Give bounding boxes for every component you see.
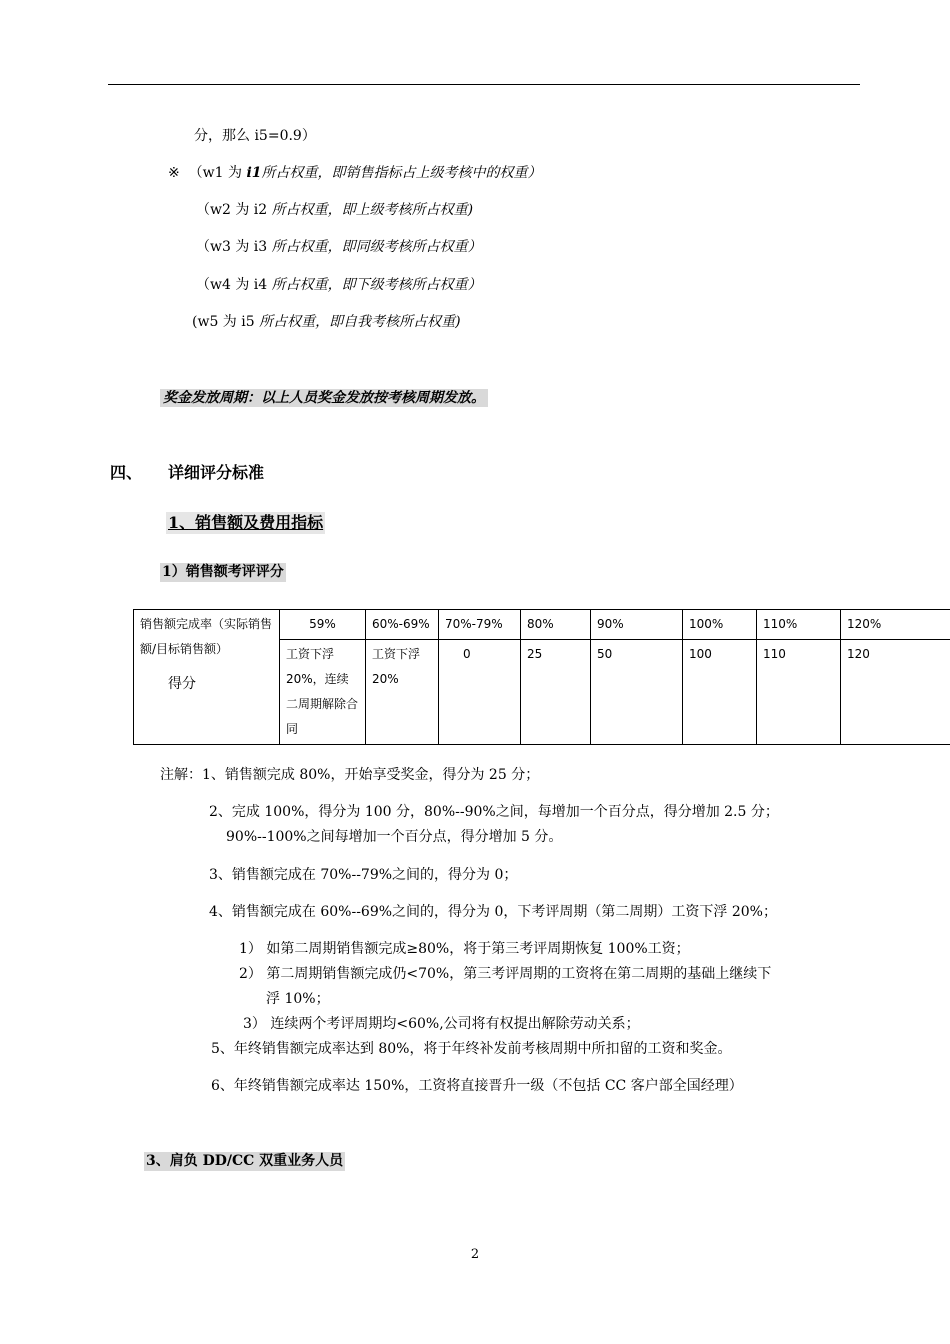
table-header-row bbox=[134, 610, 950, 640]
weight-line-w5 bbox=[192, 313, 461, 331]
score-cell: 工资下浮20% bbox=[366, 640, 439, 745]
w5-suffix: 所占权重，即自我考核所占权重) bbox=[259, 314, 461, 330]
weight-line-w2 bbox=[196, 201, 473, 219]
bonus-period-note: 奖金发放周期：以上人员奖金发放按考核周期发放。 bbox=[160, 389, 488, 407]
note-5: 5、年终销售额完成率达到 80%，将于年终补发前考核周期中所扣留的工资和奖金。 bbox=[211, 1041, 732, 1057]
sub-note-2-continued: 浮 10%； bbox=[266, 991, 330, 1007]
sub-note-1: 1） 如第二周期销售额完成≥80%，将于第三考评周期恢复 100%工资； bbox=[239, 941, 690, 957]
score-cell: 0 bbox=[439, 640, 521, 745]
section-title: 详细评分标准 bbox=[168, 463, 265, 482]
column-header: 100% bbox=[683, 610, 757, 640]
score-cell: 50 bbox=[591, 640, 683, 745]
note-2: 2、完成 100%，得分为 100 分，80%--90%之间，每增加一个百分点，得分增加 2.5 分； bbox=[209, 804, 779, 820]
note-3: 3、销售额完成在 70%--79%之间的，得分为 0； bbox=[209, 867, 518, 883]
section-number: 四、 bbox=[110, 463, 143, 482]
column-header: 90% bbox=[591, 610, 683, 640]
column-header: 120% bbox=[841, 610, 950, 640]
w4-prefix: （w4 为 i4 bbox=[196, 277, 272, 293]
w1-variable: i1 bbox=[246, 165, 262, 181]
header-rule bbox=[108, 84, 860, 85]
w5-prefix: (w5 为 i5 bbox=[192, 314, 260, 330]
sub-note-2: 2） 第二周期销售额完成仍<70%，第三考评周期的工资将在第二周期的基础上继续下 bbox=[239, 966, 772, 982]
score-cell: 120 bbox=[841, 640, 950, 745]
subsection-heading-1-1: 1）销售额考评评分 bbox=[162, 564, 284, 580]
column-header: 59% bbox=[280, 610, 366, 640]
w3-prefix: （w3 为 i3 bbox=[196, 239, 272, 255]
score-cell: 110 bbox=[757, 640, 841, 745]
score-cell: 25 bbox=[521, 640, 591, 745]
weight-line-w3 bbox=[196, 238, 482, 256]
w2-prefix: （w2 为 i2 bbox=[196, 202, 272, 218]
header-label-text: 销售额完成率（实际销售额/目标销售额） bbox=[140, 617, 273, 656]
page-number: 2 bbox=[470, 1247, 480, 1262]
score-cell: 100 bbox=[683, 640, 757, 745]
score-cell: 工资下浮20%，连续二周期解除合同 bbox=[280, 640, 366, 745]
section-heading bbox=[110, 462, 264, 484]
note-4: 4、销售额完成在 60%--69%之间的，得分为 0，下考评周期（第二周期）工资下浮 20%； bbox=[209, 904, 777, 920]
row-label-cell: 得分 bbox=[134, 670, 280, 745]
reference-mark: ※ bbox=[168, 165, 180, 181]
subsection-heading-1: 1、销售额及费用指标 bbox=[168, 513, 324, 532]
column-header: 110% bbox=[757, 610, 841, 640]
subsection-heading-3: 3、肩负 DD/CC 双重业务人员 bbox=[146, 1153, 344, 1169]
note-2-continued: 90%--100%之间每增加一个百分点，得分增加 5 分。 bbox=[226, 829, 563, 845]
note-6: 6、年终销售额完成率达 150%，工资将直接晋升一级（不包括 CC 客户部全国经理） bbox=[211, 1078, 743, 1094]
weight-line-w4 bbox=[196, 276, 482, 294]
column-header: 80% bbox=[521, 610, 591, 640]
w2-suffix: 所占权重，即上级考核所占权重) bbox=[271, 202, 474, 218]
continuation-line: 分，那么 i5=0.9） bbox=[194, 128, 316, 144]
header-label-cell bbox=[134, 610, 280, 671]
sub-note-3: 3） 连续两个考评周期均<60%,公司将有权提出解除劳动关系； bbox=[243, 1016, 640, 1032]
column-header: 60%-69% bbox=[366, 610, 439, 640]
w4-suffix: 所占权重，即下级考核所占权重） bbox=[271, 277, 482, 293]
note-1: 注解：1、销售额完成 80%，开始享受奖金，得分为 25 分； bbox=[160, 767, 540, 783]
w1-prefix: （w1 为 bbox=[188, 165, 247, 181]
w1-suffix: 所占权重，即销售指标占上级考核中的权重） bbox=[261, 165, 542, 181]
sales-score-table bbox=[133, 609, 950, 745]
column-header: 70%-79% bbox=[439, 610, 521, 640]
weight-line-w1 bbox=[168, 164, 542, 182]
w3-suffix: 所占权重，即同级考核所占权重） bbox=[271, 239, 482, 255]
